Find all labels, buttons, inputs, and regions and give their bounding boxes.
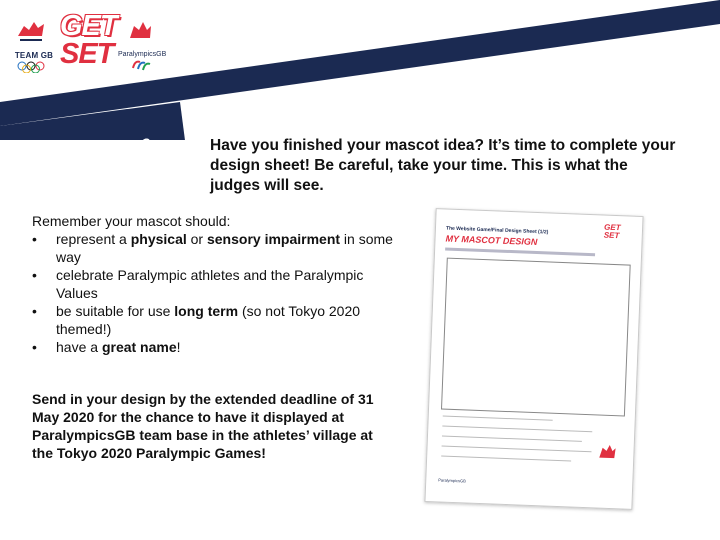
bullet: • xyxy=(32,339,37,355)
bullet: • xyxy=(32,231,37,247)
paralympicsgb-lion-icon xyxy=(118,18,162,44)
sheet-text-line xyxy=(441,456,571,462)
sheet-drawing-area xyxy=(441,258,631,417)
design-sheet-thumbnail xyxy=(424,208,643,510)
agitos-icon xyxy=(118,58,162,72)
get-set-word-get: GET xyxy=(60,10,117,42)
get-set-logo xyxy=(60,12,120,78)
list-item-bold: great name xyxy=(101,339,177,355)
sheet-brand-get: GET xyxy=(603,222,621,233)
sheet-text-line xyxy=(442,426,592,433)
sheet-subtitle-line xyxy=(445,248,595,257)
teamgb-lion-icon xyxy=(14,18,48,44)
list-item xyxy=(32,302,402,338)
remember-section xyxy=(32,212,402,356)
sheet-kicker: The Website Game/Final Design Sheet (1/2) xyxy=(445,225,549,236)
list-item-text: be suitable for use xyxy=(56,303,175,319)
list-item-text: in some way xyxy=(56,231,393,265)
list-item xyxy=(32,266,402,302)
olympic-rings-icon xyxy=(14,61,54,73)
list-item-bold: physical xyxy=(130,231,187,247)
sheet-brand-set: SET xyxy=(603,230,620,241)
teamgb-logo xyxy=(14,18,54,78)
sheet-text-line xyxy=(443,416,553,421)
list-item xyxy=(32,338,402,356)
paralympicsgb-logo xyxy=(118,18,167,77)
remember-lead: Remember your mascot should: xyxy=(32,213,231,229)
list-item-text: celebrate Paralympic athletes and the Paralympic Values xyxy=(56,267,364,301)
intro-text: Have you finished your mascot idea? It’s time to complete your design sheet! Be careful, take your time. This is what the judges will see. xyxy=(210,137,676,194)
sheet-text-line xyxy=(442,446,592,453)
list-item-bold: long term xyxy=(174,303,239,319)
list-item-text: or xyxy=(186,231,207,247)
list-item xyxy=(32,230,402,266)
list-item-bold: sensory impairment xyxy=(206,231,341,247)
sheet-text-line xyxy=(442,436,582,442)
paralympicsgb-caption: ParalympicsGB xyxy=(118,51,167,58)
bullet: • xyxy=(32,303,37,319)
list-item-text: ! xyxy=(176,339,181,355)
list-item-text: represent a xyxy=(56,231,131,247)
sheet-title: MY MASCOT DESIGN xyxy=(445,233,538,248)
sheet-paralympics-lion-icon xyxy=(595,441,620,462)
list-item-text: have a xyxy=(56,339,102,355)
bullet: • xyxy=(32,267,37,283)
sheet-get-set-logo xyxy=(604,224,621,241)
teamgb-caption: TEAM GB xyxy=(14,51,54,60)
remember-list xyxy=(32,230,402,356)
sheet-footer: ParalympicsGB xyxy=(438,477,466,484)
get-set-word-set: SET xyxy=(60,38,114,70)
list-item-text: (so not Tokyo 2020 themed!) xyxy=(56,303,361,337)
send-in-text: Send in your design by the extended deadline of 31 May 2020 for the chance to have it displayed at ParalympicsGB team base in the athletes’ village at the Tokyo 2020 Paralympic Games! xyxy=(32,391,374,461)
heading-are-you-ready: Are you ready? xyxy=(16,135,154,172)
